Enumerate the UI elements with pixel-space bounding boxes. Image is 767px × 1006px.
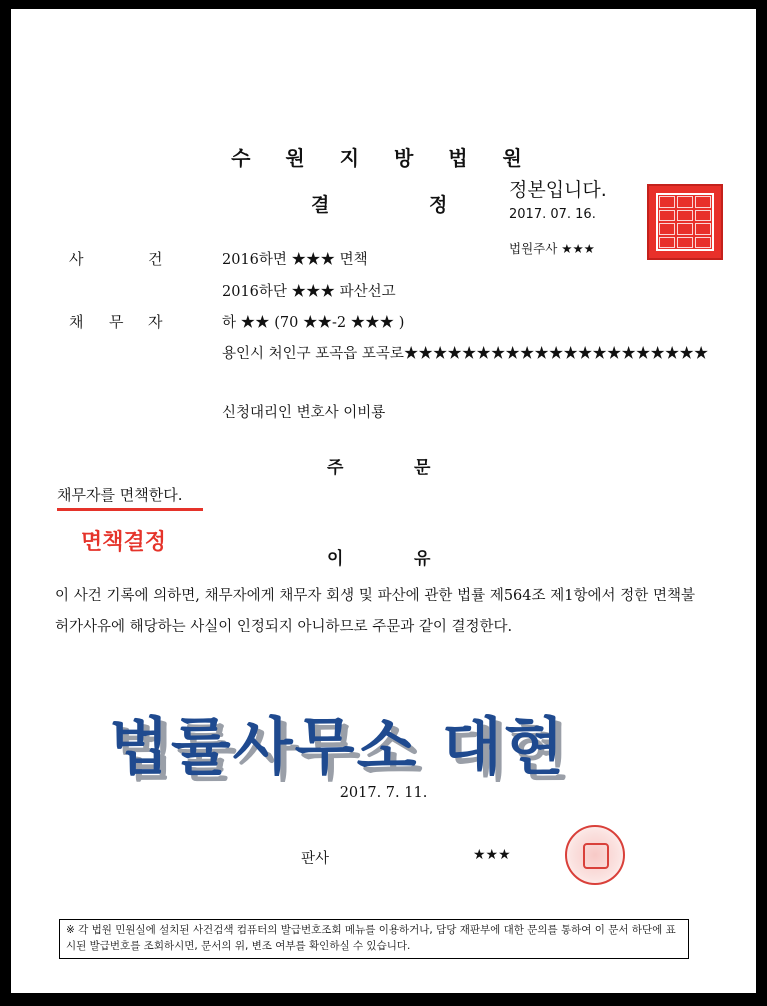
case-line-2: 2016하단 ★★★ 파산선고 bbox=[222, 284, 396, 300]
debtor-address: 용인시 처인구 포곡읍 포곡로★★★★★★★★★★★★★★★★★★★★★ bbox=[222, 346, 709, 362]
debtor-agent: 신청대리인 변호사 이비룡 bbox=[222, 405, 386, 421]
order-underline bbox=[57, 508, 203, 511]
doc-title-char-2: 정 bbox=[429, 194, 448, 216]
debtor-label-char-1: 채 bbox=[69, 313, 84, 331]
order-heading-char-1: 주 bbox=[327, 458, 344, 478]
order-heading-char-2: 문 bbox=[414, 458, 431, 478]
reason-heading-char-2: 유 bbox=[414, 549, 431, 569]
reason-text: 이 사건 기록에 의하면, 채무자에게 채무자 회생 및 파산에 관한 법률 제564조 제1항에서 정한 면책불허가사유에 해당하는 사실이 인정되지 아니하므로 주문과 같이 결정한다. bbox=[55, 588, 695, 635]
doc-title-char-1: 결 bbox=[311, 194, 330, 216]
case-line-1: 2016하면 ★★★ 면책 bbox=[222, 252, 368, 268]
judge-name: ★★★ bbox=[473, 847, 511, 863]
case-label-char-2: 건 bbox=[148, 250, 163, 268]
certification-date: 2017. 07. 16. bbox=[509, 207, 596, 222]
certification-text: 정본입니다. bbox=[509, 179, 607, 201]
decision-date: 2017. 7. 11. bbox=[339, 785, 428, 801]
order-annotation: 면책결정 bbox=[81, 530, 167, 555]
law-office-watermark: 법률사무소 대현 bbox=[109, 710, 566, 783]
judge-seal-icon bbox=[565, 825, 625, 885]
court-name: 수 원 지 방 법 원 bbox=[231, 146, 536, 170]
debtor-label-char-2: 무 bbox=[109, 313, 124, 331]
reason-heading-char-1: 이 bbox=[327, 549, 344, 569]
debtor-label-char-3: 자 bbox=[148, 313, 163, 331]
judge-label: 판사 bbox=[301, 851, 330, 867]
court-seal-icon bbox=[647, 184, 723, 260]
case-label-char-1: 사 bbox=[69, 250, 84, 268]
document-page bbox=[11, 9, 756, 993]
order-text: 채무자를 면책한다. bbox=[57, 486, 183, 504]
verification-notice: ※ 각 법원 민원실에 설치된 사건검색 컴퓨터의 발급번호조회 메뉴를 이용하거나, 담당 재판부에 대한 문의를 통하여 이 문서 하단에 표시된 발급번호를 조회하시면, 문서의 위, 변조 여부를 확인하실 수 있습니다. bbox=[59, 919, 689, 959]
certification-clerk: 법원주사 ★★★ bbox=[509, 241, 595, 256]
debtor-name: 하 ★★ (70 ★★-2 ★★★ ) bbox=[222, 315, 405, 331]
